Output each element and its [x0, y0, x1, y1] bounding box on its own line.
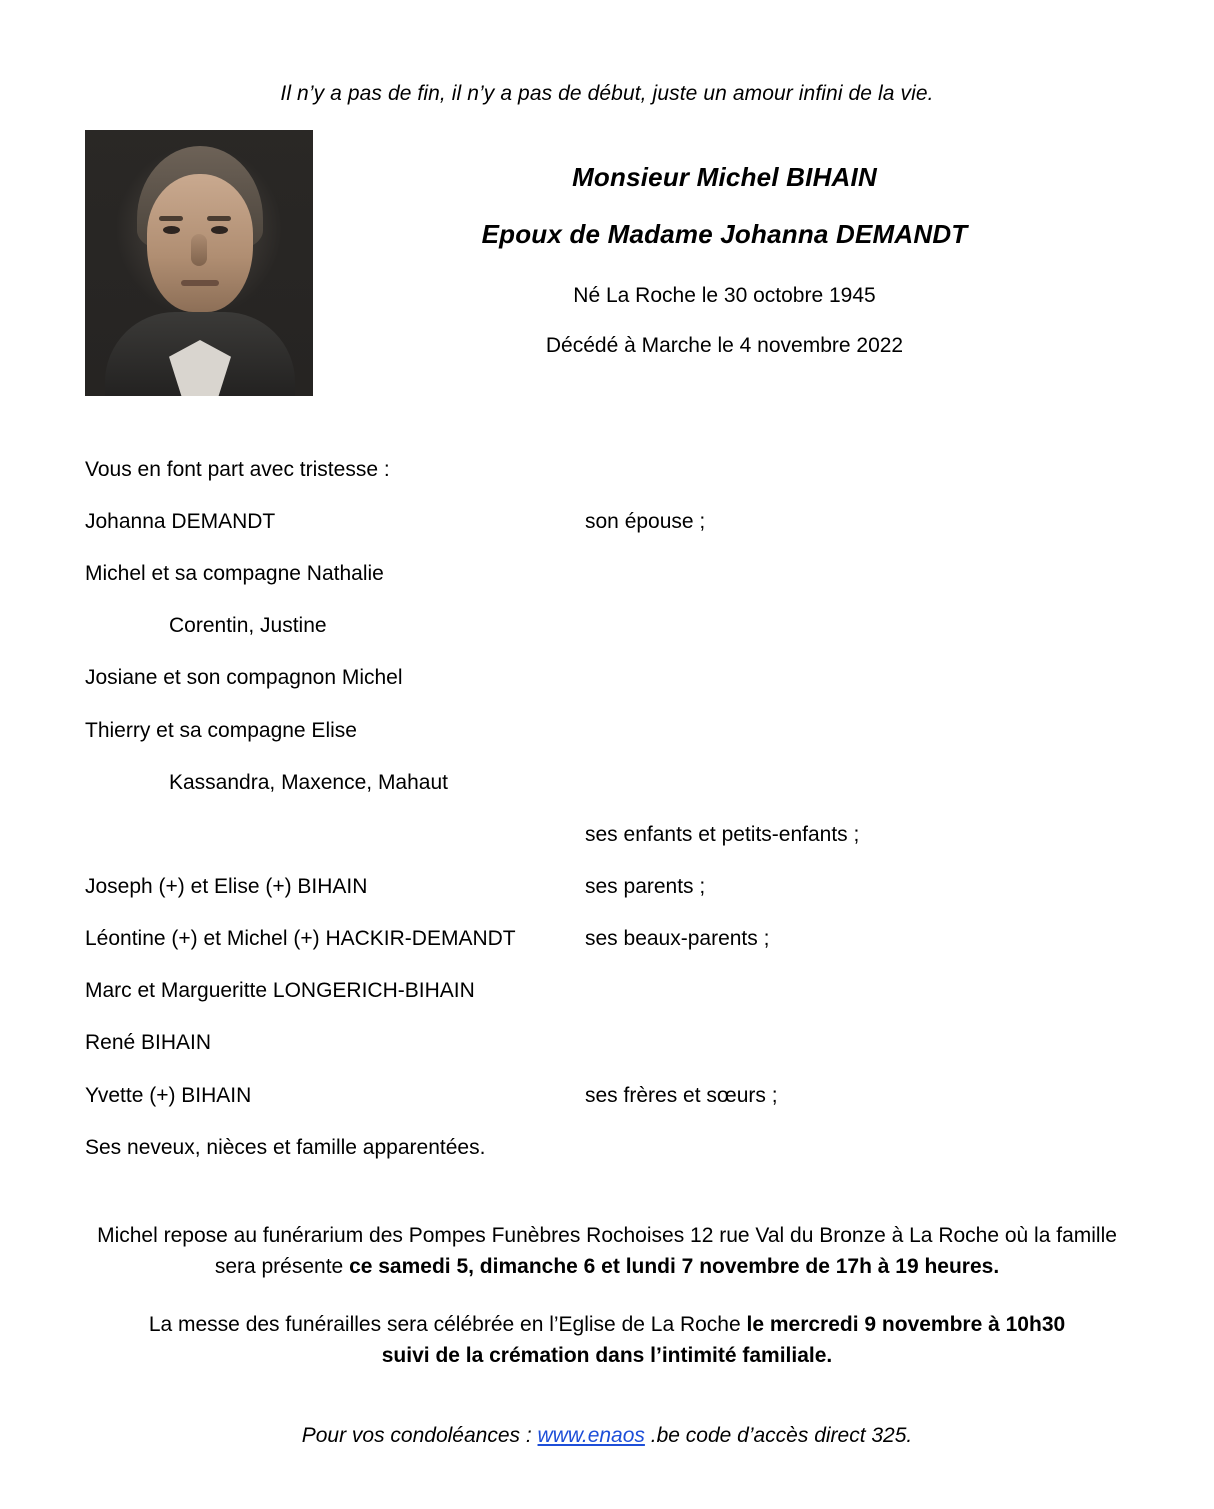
family-member-name: Josiane et son compagnon Michel — [85, 666, 403, 690]
family-row — [85, 510, 1129, 534]
family-member-name: Joseph (+) et Elise (+) BIHAIN — [85, 874, 368, 898]
deceased-name: Monsieur Michel BIHAIN — [572, 162, 877, 192]
portrait-nose — [191, 234, 207, 266]
family-relation: ses enfants et petits-enfants ; — [585, 822, 860, 846]
repose-paragraph — [85, 1220, 1129, 1283]
family-row — [85, 823, 1129, 847]
family-relation: ses frères et sœurs ; — [585, 1083, 778, 1107]
portrait-container — [85, 124, 320, 396]
family-row — [85, 1084, 1129, 1108]
portrait-brow-left — [159, 216, 183, 221]
spouse-line: Epoux de Madame Johanna DEMANDT — [481, 219, 968, 249]
family-member-name: Marc et Margueritte LONGERICH-BIHAIN — [85, 979, 475, 1003]
family-rows — [85, 510, 1129, 1160]
cremation-note: suivi de la crémation dans l’intimité familiale. — [381, 1344, 833, 1368]
family-relation: ses beaux-parents ; — [585, 927, 770, 951]
family-row — [85, 927, 1129, 951]
family-row — [85, 562, 1129, 586]
family-intro: Vous en font part avec tristesse : — [85, 458, 390, 481]
family-member-name: René BIHAIN — [85, 1031, 212, 1055]
mass-paragraph — [85, 1309, 1129, 1372]
family-member-name: Léontine (+) et Michel (+) HACKIR-DEMANDT — [85, 927, 516, 951]
condolences-suffix: .be code d’accès direct 325. — [644, 1423, 913, 1447]
family-row — [85, 666, 1129, 690]
family-row — [85, 771, 1129, 795]
header-text-block — [320, 124, 1129, 384]
family-relation — [585, 666, 1129, 690]
family-member-name: Johanna DEMANDT — [85, 510, 276, 533]
family-member-name: Michel et sa compagne Nathalie — [85, 562, 384, 586]
family-relation — [585, 1136, 1129, 1160]
family-section — [85, 458, 1129, 1160]
family-relation — [669, 771, 1129, 795]
header-block — [85, 124, 1129, 396]
family-member-name: Ses neveux, nièces et famille apparentées. — [85, 1135, 486, 1159]
family-row — [85, 1136, 1129, 1160]
family-row — [85, 614, 1129, 638]
portrait-mouth — [181, 280, 219, 286]
family-member-name: Yvette (+) BIHAIN — [85, 1083, 252, 1107]
family-relation — [585, 719, 1129, 743]
mass-text: La messe des funérailles sera célébrée en l’Eglise de La Roche — [148, 1312, 747, 1336]
birth-line: Né La Roche le 30 octobre 1945 — [573, 284, 876, 307]
family-member-name: Kassandra, Maxence, Mahaut — [169, 770, 448, 794]
family-relation — [585, 1031, 1129, 1055]
family-relation — [585, 562, 1129, 586]
family-relation: ses parents ; — [585, 874, 706, 898]
portrait-eye-right — [211, 226, 228, 234]
family-relation — [585, 979, 1129, 1003]
repose-dates: ce samedi 5, dimanche 6 et lundi 7 novembre de 17h à 19 heures. — [349, 1255, 1000, 1279]
family-member-name: Thierry et sa compagne Elise — [85, 718, 357, 742]
mass-date: le mercredi 9 novembre à 10h30 — [746, 1312, 1066, 1336]
repose-text: Michel repose au funérarium des Pompes Funèbres Rochoises 12 rue Val du Bronze à La Roche où la famille sera présente — [97, 1223, 1117, 1279]
death-line: Décédé à Marche le 4 novembre 2022 — [545, 334, 904, 357]
family-row — [85, 979, 1129, 1003]
family-row — [85, 875, 1129, 899]
family-relation: son épouse ; — [585, 510, 706, 533]
family-member-name — [85, 823, 585, 847]
condolences-line — [85, 1424, 1129, 1448]
portrait-brow-right — [207, 216, 231, 221]
family-row — [85, 1031, 1129, 1055]
family-member-name: Corentin, Justine — [169, 614, 327, 638]
family-row — [85, 719, 1129, 743]
portrait-eye-left — [163, 226, 180, 234]
epigraph-text: Il n’y a pas de fin, il n’y a pas de début, juste un amour infini de la vie. — [280, 82, 934, 105]
family-relation — [669, 614, 1129, 638]
ceremony-section — [85, 1220, 1129, 1372]
condolences-prefix: Pour vos condoléances : — [301, 1423, 538, 1447]
condolences-link[interactable]: www.enaos — [537, 1423, 645, 1447]
portrait-photo — [85, 130, 313, 396]
